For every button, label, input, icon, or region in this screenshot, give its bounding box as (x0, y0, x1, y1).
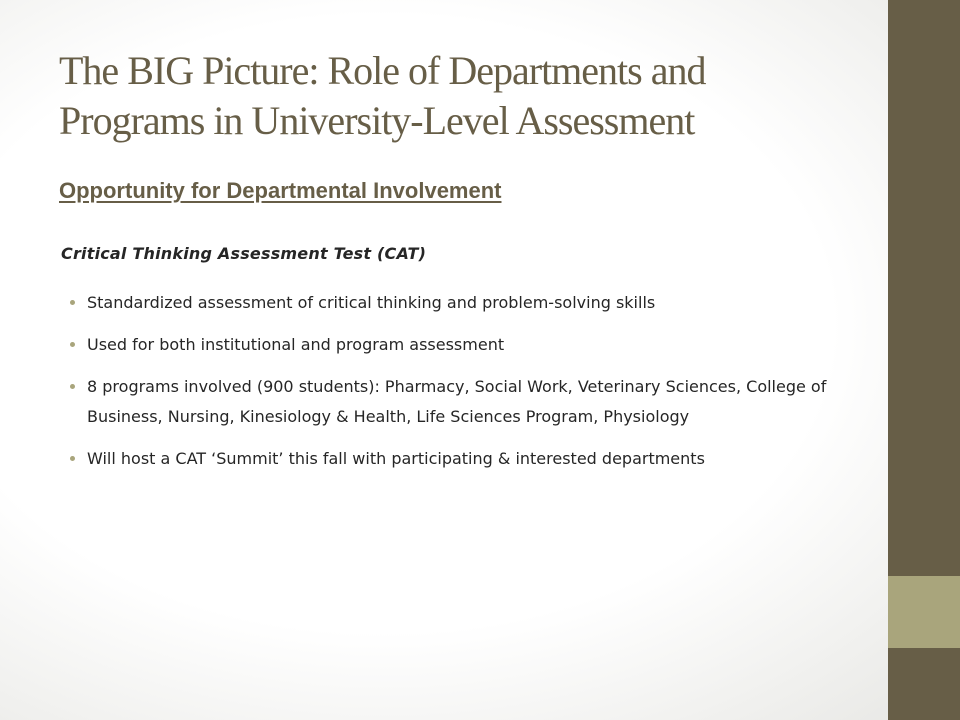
slide-title: The BIG Picture: Role of Departments and Programs in University-Level Assessment (59, 48, 706, 143)
bullet-item (70, 372, 830, 432)
sidebar-accent-band (888, 576, 960, 648)
bullet-dot-icon (70, 300, 75, 305)
bullet-item (70, 330, 830, 360)
decorative-sidebar (888, 0, 960, 720)
bullet-text: 8 programs involved (900 students): Pharmacy, Social Work, Veterinary Sciences, College of Business, Nursing, Kinesiology & Health, Life Sciences Program, Physiology (87, 377, 827, 426)
bullet-dot-icon (70, 456, 75, 461)
bullet-dot-icon (70, 384, 75, 389)
bullet-text: Used for both institutional and program assessment (87, 335, 505, 354)
bullet-text: Will host a CAT ‘Summit’ this fall with participating & interested departments (87, 449, 705, 468)
bullet-text: Standardized assessment of critical thinking and problem-solving skills (87, 293, 656, 312)
bullet-item (70, 444, 830, 474)
section-subtitle: Opportunity for Departmental Involvement (59, 178, 502, 203)
bullet-dot-icon (70, 342, 75, 347)
bullet-list (70, 288, 830, 486)
sidebar-top-band (888, 0, 960, 576)
bullet-item (70, 288, 830, 318)
sidebar-bottom-band (888, 648, 960, 720)
cat-heading: Critical Thinking Assessment Test (CAT) (61, 244, 427, 263)
